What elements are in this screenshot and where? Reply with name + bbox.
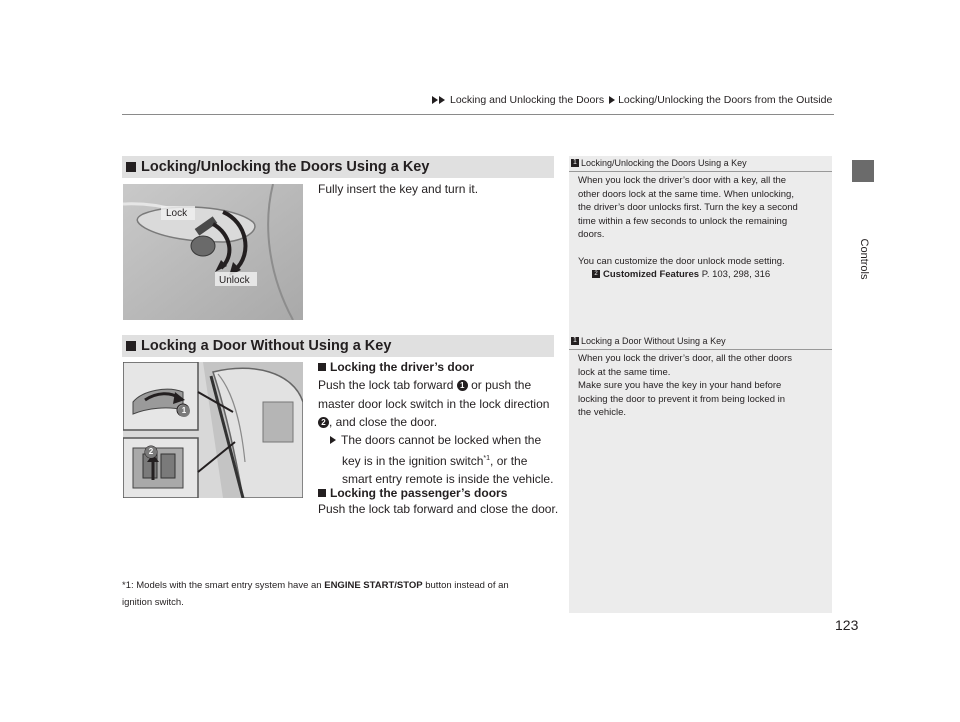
unlock-direction-label: Unlock <box>219 275 250 286</box>
customized-features-link[interactable]: 2 Customized Features P. 103, 298, 316 <box>578 268 830 282</box>
note1-divider <box>569 171 832 172</box>
page-number: 123 <box>835 617 859 633</box>
note-arrow-icon <box>330 436 336 444</box>
driver-door-text: Push the lock tab forward 1 or push the master door lock switch in the lock direction 2 , and close the door. <box>318 378 550 429</box>
note2-divider <box>569 349 832 350</box>
chapter-tab-label[interactable]: Controls <box>858 238 870 280</box>
note2-title: 1 Locking a Door Without Using a Key <box>571 336 726 346</box>
step-1-marker: 1 <box>457 380 468 391</box>
step-2-marker: 2 <box>318 417 329 428</box>
breadcrumb-arrow-icon <box>439 96 445 104</box>
breadcrumb-arrow-icon <box>432 96 438 104</box>
key-instruction: Fully insert the key and turn it. <box>318 182 479 196</box>
driver-door-note: The doors cannot be locked when the key is in the ignition switch$^{*1}$, or the smart entry remote is inside the vehicle. <box>330 431 560 489</box>
chapter-tab-marker <box>852 160 874 182</box>
bullet-square-icon <box>318 489 326 497</box>
callout-2: 2 <box>145 446 157 458</box>
page-ref-icon: 2 <box>592 270 600 278</box>
note1-title: 1 Locking/Unlocking the Doors Using a Key <box>571 158 747 168</box>
note-ref-icon: 1 <box>571 337 579 345</box>
footnote: *1: Models with the smart entry system have an ENGINE START/STOP button instead of an ignition switch. <box>122 580 509 608</box>
lock-direction-label: Lock <box>166 208 188 219</box>
key-door-handle-illustration <box>123 184 303 320</box>
note2-body: When you lock the driver’s door, all the other doors lock at the same time. Make sure you have the key in your hand before locking the door to prevent it from being locked in the vehicle. <box>578 353 793 418</box>
heading-square-icon <box>126 162 136 172</box>
bullet-square-icon <box>318 363 326 371</box>
driver-door-heading: Locking the driver’s door <box>318 360 474 374</box>
passenger-door-text: Push the lock tab forward and close the door. <box>318 502 559 516</box>
breadcrumb-arrow-icon <box>609 96 615 104</box>
note-ref-icon: 1 <box>571 159 579 167</box>
passenger-door-heading: Locking the passenger’s doors <box>318 486 507 500</box>
breadcrumb-current: Locking/Unlocking the Doors from the Outside <box>618 94 833 106</box>
callout-1: 1 <box>178 405 190 417</box>
heading-square-icon <box>126 341 136 351</box>
section-title: Locking/Unlocking the Doors Using a Key <box>141 159 430 175</box>
note1-body: When you lock the driver’s door with a key, all the other doors lock at the same time. When unlocking, the driver’s door unlocks first. Turn the key a second time within a few seconds to unlock the remaining doors. You can customize the door unlock mode setting. 2 Customized Features P. 103, 298, 316 <box>578 174 830 282</box>
section-heading-no-key <box>122 335 554 357</box>
header-divider <box>122 114 834 115</box>
section-title: Locking a Door Without Using a Key <box>141 338 392 354</box>
engine-start-stop-label: ENGINE START/STOP <box>324 580 423 591</box>
door-lock-illustration <box>123 362 303 498</box>
breadcrumb-parent[interactable]: Locking and Unlocking the Doors <box>450 94 605 106</box>
breadcrumb <box>432 94 832 106</box>
section-heading-key <box>122 156 554 178</box>
